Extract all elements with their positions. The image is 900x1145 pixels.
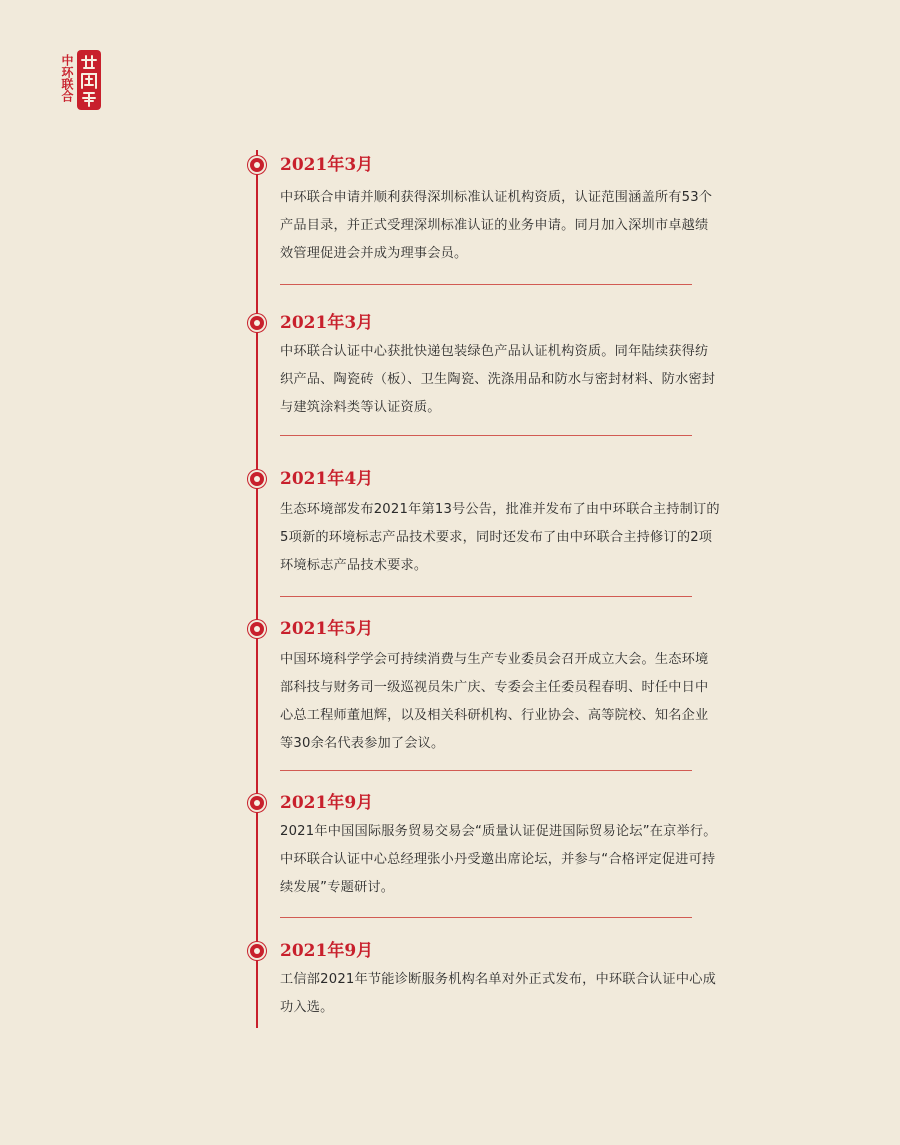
anniversary-logo [58, 48, 102, 114]
timeline-line [256, 150, 258, 1028]
entry-date: 2021年4月 [280, 469, 374, 489]
anniversary-seal-icon [76, 48, 102, 112]
timeline-dot [250, 944, 264, 958]
timeline-dot [250, 622, 264, 636]
divider [280, 596, 692, 597]
entry-date: 2021年5月 [280, 619, 374, 639]
entry-date: 2021年9月 [280, 941, 374, 961]
entry-text: 工信部2021年节能诊断服务机构名单对外正式发布，中环联合认证中心成功入选。 [280, 972, 716, 1015]
entry-text: 生态环境部发布2021年第13号公告，批准并发布了由中环联合主持制订的5项新的环境标志产品技术要求，同时还发布了由中环联合主持修订的2项环境标志产品技术要求。 [280, 502, 720, 573]
entry-text: 中国环境科学学会可持续消费与生产专业委员会召开成立大会。生态环境部科技与财务司一级巡视员朱广庆、专委会主任委员程春明、时任中日中心总工程师董旭辉，以及相关科研机构、行业协会、高等院校、知名企业等30余名代表参加了会议。 [280, 652, 709, 751]
entry-date: 2021年3月 [280, 313, 374, 333]
entry-date: 2021年3月 [280, 155, 374, 175]
divider [280, 917, 692, 918]
timeline-dot [250, 316, 264, 330]
timeline-dot [250, 796, 264, 810]
divider [280, 770, 692, 771]
logo-company-name: 中环联合 [60, 54, 74, 102]
timeline-dot [250, 158, 264, 172]
divider [280, 435, 692, 436]
divider [280, 284, 692, 285]
entry-text: 中环联合申请并顺利获得深圳标准认证机构资质，认证范围涵盖所有53个产品目录，并正式受理深圳标准认证的业务申请。同月加入深圳市卓越绩效管理促进会并成为理事会员。 [280, 190, 713, 261]
entry-text: 中环联合认证中心获批快递包装绿色产品认证机构资质。同年陆续获得纺织产品、陶瓷砖（板）、卫生陶瓷、洗涤用品和防水与密封材料、防水密封与建筑涂料类等认证资质。 [280, 344, 716, 415]
timeline-dot [250, 472, 264, 486]
entry-text: 2021年中国国际服务贸易交易会“质量认证促进国际贸易论坛”在京举行。中环联合认证中心总经理张小丹受邀出席论坛，并参与“合格评定促进可持续发展”专题研讨。 [280, 824, 717, 895]
entry-date: 2021年9月 [280, 793, 374, 813]
